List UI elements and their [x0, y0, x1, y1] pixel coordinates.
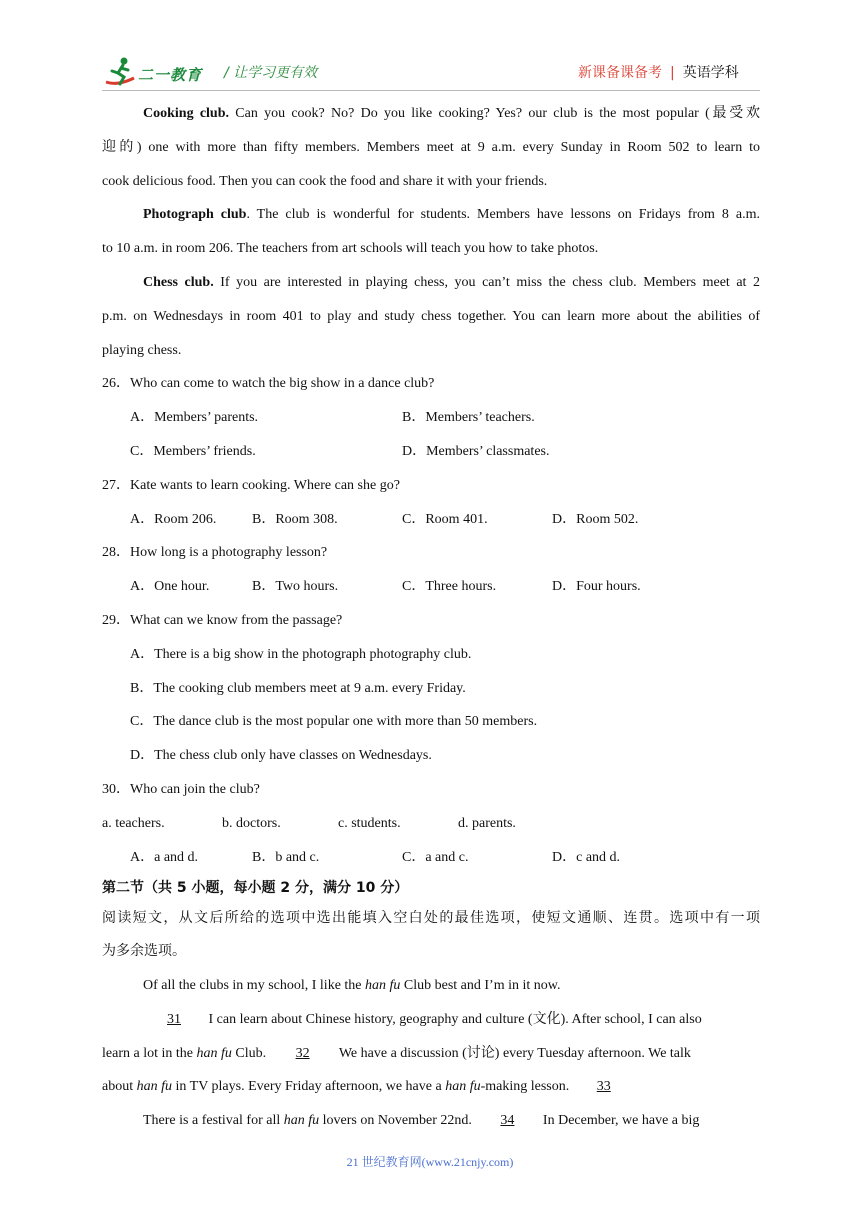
p1-text-c: Club best and I’m in it now. — [400, 978, 561, 993]
question-29-stem: 29．What can we know from the passage? — [102, 613, 343, 628]
p2-text-hanfu: han fu — [196, 1046, 232, 1061]
footer-link[interactable]: 21 世纪教育网(www.21cnjy.com) — [346, 1155, 514, 1169]
p2-text-3a: about — [102, 1079, 137, 1094]
q30-choice-b: b. doctors. — [222, 816, 281, 831]
p2-text-1: I can learn about Chinese history, geography and culture (文化). After school, I can also — [205, 1012, 702, 1027]
q30-option-d[interactable]: D．c and d. — [552, 850, 621, 865]
q29-option-d[interactable]: D．The chess club only have classes on Wednesdays. — [130, 748, 432, 763]
q26-option-d[interactable]: D．Members’ classmates. — [402, 444, 550, 459]
p2-text-3c: in TV plays. Every Friday afternoon, we have a — [172, 1079, 446, 1094]
cooking-line-2: 迎的) one with more than fifty members. Members meet at 9 a.m. every Sunday in Room 502 to learn to — [102, 140, 760, 155]
chess-line-2: p.m. on Wednesdays in room 401 to play and study chess together. You can learn more about the abilities of — [102, 309, 760, 324]
blank-31[interactable]: 31 — [167, 1012, 181, 1027]
header-divider — [102, 90, 760, 91]
question-30-stem: 30．Who can join the club? — [102, 782, 260, 797]
q26-option-a[interactable]: A．Members’ parents. — [130, 410, 259, 425]
logo — [104, 56, 214, 90]
q29-option-a[interactable]: A．There is a big show in the photograph photography club. — [130, 647, 472, 662]
p2-text-2-tail: We have a discussion (讨论) every Tuesday afternoon. We talk — [335, 1046, 691, 1061]
p2-text-2c: Club. — [231, 1046, 270, 1061]
page-header — [0, 0, 860, 92]
p3-text-hanfu: han fu — [283, 1113, 320, 1128]
q30-option-b[interactable]: B．b and c. — [252, 850, 320, 865]
q30-option-c[interactable]: C．a and c. — [402, 850, 469, 865]
q26-option-c[interactable]: C．Members’ friends. — [130, 444, 256, 459]
q27-option-c[interactable]: C．Room 401. — [402, 512, 488, 527]
paragraph-2-line-2 — [102, 1044, 760, 1064]
q26-option-b[interactable]: B．Members’ teachers. — [402, 410, 535, 425]
p1-text-a: Of all the clubs in my school, I like the — [143, 978, 366, 993]
q28-option-c[interactable]: C．Three hours. — [402, 579, 497, 594]
q27-option-d[interactable]: D．Room 502. — [552, 512, 639, 527]
page-footer — [0, 1152, 860, 1172]
photo-line-1 — [143, 205, 760, 225]
p2-text-3-hanfu: han fu — [136, 1079, 172, 1094]
paragraph-2-line-1 — [143, 1010, 760, 1030]
paragraph-2-line-3 — [102, 1077, 760, 1097]
chess-line-3: playing chess. — [102, 343, 182, 358]
cooking-title: Cooking club. — [143, 106, 230, 121]
question-28-stem: 28．How long is a photography lesson? — [102, 545, 328, 560]
p2-text-3-hanfu-2: han fu — [445, 1079, 481, 1094]
q28-option-d[interactable]: D．Four hours. — [552, 579, 641, 594]
q29-option-b[interactable]: B．The cooking club members meet at 9 a.m. every Friday. — [130, 681, 466, 696]
p1-text-hanfu: han fu — [365, 978, 401, 993]
header-right — [578, 62, 739, 82]
blank-34[interactable]: 34 — [500, 1113, 515, 1128]
section-2-title: 第二节（共 5 小题，每小题 2 分，满分 10 分） — [102, 880, 409, 896]
blank-33[interactable]: 33 — [596, 1079, 611, 1094]
p3-text-tail: In December, we have a big — [539, 1113, 700, 1128]
chess-title: Chess club. — [143, 275, 214, 290]
photo-line-2: to 10 a.m. in room 206. The teachers from art schools will teach you how to take photos. — [102, 241, 599, 256]
chess-line-1 — [143, 273, 760, 293]
cooking-line-3: cook delicious food. Then you can cook the food and share it with your friends. — [102, 174, 548, 189]
photo-text-1: . The club is wonderful for students. Members have lessons on Fridays from 8 a.m. — [246, 207, 760, 222]
q29-option-c[interactable]: C．The dance club is the most popular one with more than 50 members. — [130, 714, 538, 729]
slogan: / 让学习更有效 — [224, 65, 318, 81]
cooking-text-1: Can you cook? No? Do you like cooking? Yes? our club is the most popular (最受欢 — [229, 106, 761, 121]
p2-text-2a: learn a lot in the — [102, 1046, 197, 1061]
q30-choice-a: a. teachers. — [102, 816, 165, 831]
cooking-line-1 — [143, 104, 760, 124]
question-26-stem: 26．Who can come to watch the big show in a dance club? — [102, 376, 435, 391]
q27-option-a[interactable]: A．Room 206. — [130, 512, 217, 527]
section-2-instructions-2: 为多余选项。 — [102, 943, 186, 959]
q30-option-a[interactable]: A．a and d. — [130, 850, 199, 865]
paragraph-3 — [143, 1111, 760, 1131]
q28-option-b[interactable]: B．Two hours. — [252, 579, 339, 594]
q27-option-b[interactable]: B．Room 308. — [252, 512, 338, 527]
chess-text-1: If you are interested in playing chess, you can’t miss the chess club. Members meet at 2 — [213, 275, 760, 290]
p3-text-c: lovers on November 22nd. — [319, 1113, 476, 1128]
q28-option-a[interactable]: A．One hour. — [130, 579, 210, 594]
p3-text-a: There is a festival for all — [143, 1113, 284, 1128]
header-separator: | — [670, 65, 675, 81]
running-figure-icon — [104, 56, 138, 90]
q30-choice-d: d. parents. — [458, 816, 516, 831]
header-subject-label: 英语学科 — [682, 65, 739, 81]
header-course-label: 新课备课备考 — [578, 65, 662, 81]
section-2-instructions-1: 阅读短文，从文后所给的选项中选出能填入空白处的最佳选项，使短文通顺、连贯。选项中有一项 — [102, 910, 760, 926]
blank-32[interactable]: 32 — [295, 1046, 310, 1061]
paragraph-1 — [143, 976, 760, 996]
logo-text: 二一教育 — [138, 66, 203, 84]
photo-title: Photograph club — [143, 207, 247, 222]
question-27-stem: 27．Kate wants to learn cooking. Where can she go? — [102, 478, 400, 493]
p2-text-3e: -making lesson. — [480, 1079, 573, 1094]
q30-choice-c: c. students. — [338, 816, 401, 831]
